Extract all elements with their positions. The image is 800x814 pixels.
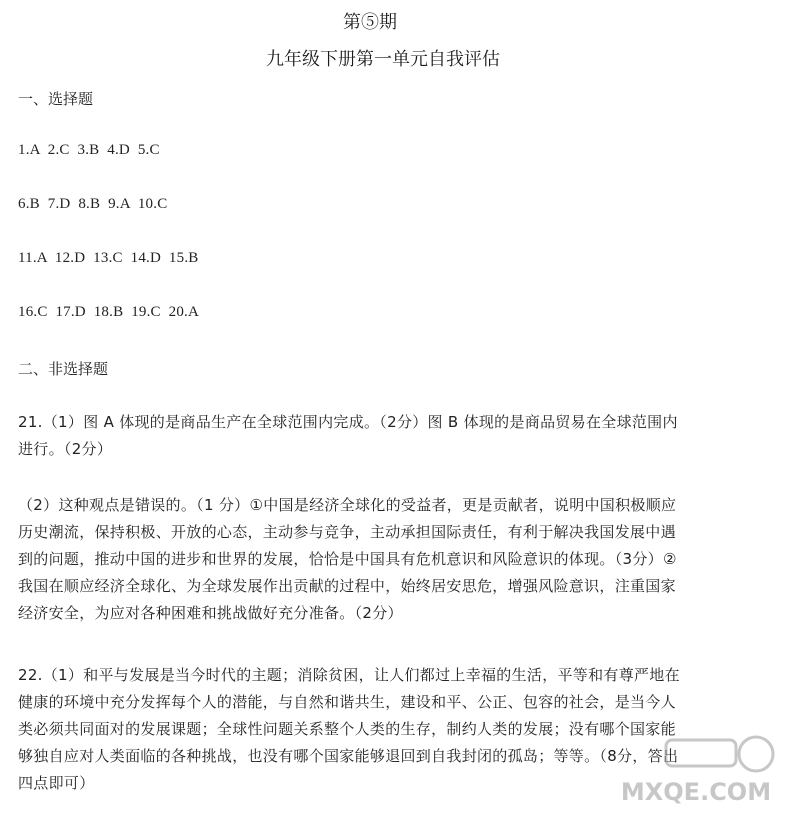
text-line: 经济安全，为应对各种困难和挑战做好充分准备。（2分） xyxy=(18,604,403,622)
answer-21-part-2 xyxy=(18,492,783,627)
watermark-logo xyxy=(606,734,786,806)
text-line: 四点即可） xyxy=(18,774,95,792)
page-title: 九年级下册第一单元自我评估 xyxy=(266,49,500,70)
answer-row: 11.A 12.D 13.C 14.D 15.B xyxy=(18,250,199,266)
answer-row: 6.B 7.D 8.B 9.A 10.C xyxy=(18,196,168,212)
text-line: 够独自应对人类面临的各种挑战，也没有哪个国家能够退回到自我封闭的孤岛；等等。（8分，答出 xyxy=(18,747,679,765)
text-line: 类必须共同面对的发展课题；全球性问题关系整个人类的生存，制约人类的发展；没有哪个国家能 xyxy=(18,720,676,738)
text-line: 健康的环境中充分发挥每个人的潜能，与自然和谐共生，建设和平、公正、包容的社会，是当今人 xyxy=(18,693,676,711)
watermark-text: MXQE.COM xyxy=(620,778,772,806)
text-line: 历史潮流，保持积极、开放的心态，主动参与竞争，主动承担国际责任，有利于解决我国发展中遇 xyxy=(18,523,676,541)
issue-number: 第⑤期 xyxy=(343,12,397,33)
text-line: 进行。（2分） xyxy=(18,440,113,458)
section-heading-nonchoice: 二、非选择题 xyxy=(18,360,109,378)
text-line: 21.（1）图 A 体现的是商品生产在全球范围内完成。（2分）图 B 体现的是商品贸易在全球范围内 xyxy=(18,413,678,431)
text-line: 22.（1）和平与发展是当今时代的主题；消除贫困，让人们都过上幸福的生活，平等和有尊严地在 xyxy=(18,666,680,684)
section-heading-choice: 一、选择题 xyxy=(18,90,94,108)
watermark-banner-shape xyxy=(666,740,736,766)
watermark-badge-icon xyxy=(739,737,773,771)
answer-row: 1.A 2.C 3.B 4.D 5.C xyxy=(18,142,160,158)
answer-21-part-1 xyxy=(18,409,783,463)
answer-row: 16.C 17.D 18.B 19.C 20.A xyxy=(18,304,200,320)
text-line: 我国在顺应经济全球化、为全球发展作出贡献的过程中，始终居安思危，增强风险意识，注重国家 xyxy=(18,577,676,595)
text-line: 到的问题，推动中国的进步和世界的发展，恰恰是中国具有危机意识和风险意识的体现。（3分）② xyxy=(18,550,677,568)
text-line: （2）这种观点是错误的。（1 分）①中国是经济全球化的受益者，更是贡献者，说明中国积极顺应 xyxy=(18,496,677,514)
